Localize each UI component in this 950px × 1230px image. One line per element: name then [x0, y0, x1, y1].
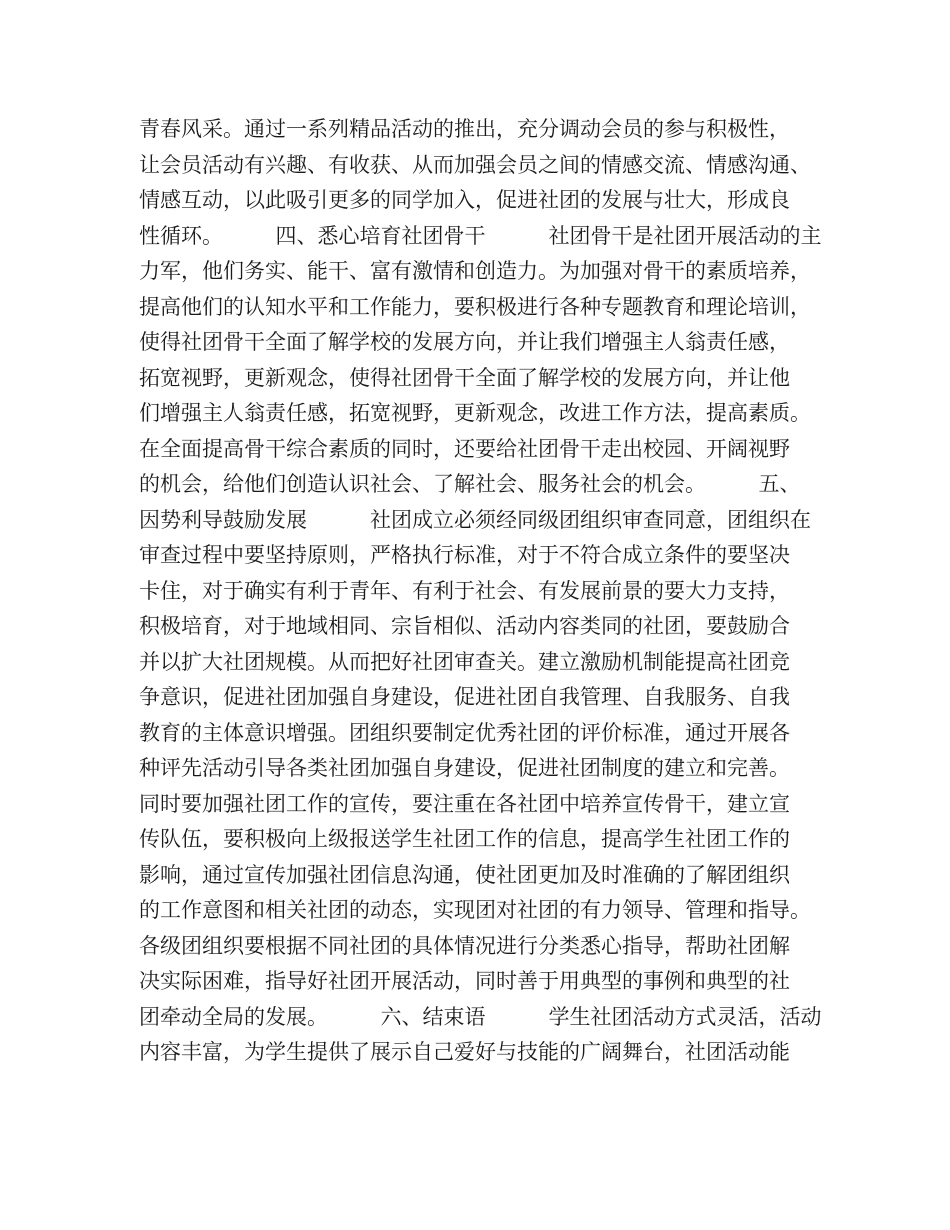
text-line: 同时要加强社团工作的宣传，要注重在各社团中培养宣传骨干，建立宣 [139, 791, 790, 816]
text-line: 的机会，给他们创造认识社会、了解社会、服务社会的机会。 五、 [139, 472, 801, 496]
text-line: 因势利导鼓励发展 社团成立必须经同级团组织审查同意，团组织在 [139, 507, 811, 532]
text-line: 积极培育，对于地域相同、宗旨相似、活动内容类同的社团，要鼓励合 [139, 614, 790, 638]
text-line: 在全面提高骨干综合素质的同时，还要给社团骨干走出校园、开阔视野 [139, 436, 790, 461]
text-line: 影响，通过宣传加强社团信息沟通，使社团更加及时准确的了解团组织 [139, 862, 790, 887]
text-line: 的工作意图和相关社团的动态，实现团对社团的有力领导、管理和指导。 [139, 898, 811, 922]
text-line: 各级团组织要根据不同社团的具体情况进行分类悉心指导，帮助社团解 [139, 933, 790, 958]
text-line: 拓宽视野，更新观念，使得社团骨干全面了解学校的发展方向，并让他 [139, 365, 790, 390]
text-line: 让会员活动有兴趣、有收获、从而加强会员之间的情感交流、情感沟通、 [139, 152, 811, 177]
text-line: 青春风采。通过一系列精品活动的推出，充分调动会员的参与积极性， [139, 117, 790, 141]
text-line: 使得社团骨干全面了解学校的发展方向，并让我们增强主人翁责任感， [139, 330, 790, 354]
text-line: 们增强主人翁责任感，拓宽视野，更新观念，改进工作方法，提高素质。 [139, 401, 811, 425]
text-line: 卡住，对于确实有利于青年、有利于社会、有发展前景的要大力支持， [139, 578, 790, 603]
text-line: 传队伍，要积极向上级报送学生社团工作的信息，提高学生社团工作的 [139, 827, 790, 851]
body-text [139, 112, 839, 1071]
text-line: 力军，他们务实、能干、富有激情和创造力。为加强对骨干的素质培养， [139, 259, 811, 283]
text-line: 团牵动全局的发展。 六、结束语 学生社团活动方式灵活，活动 [139, 1004, 822, 1029]
text-line: 争意识，促进社团加强自身建设，促进社团自我管理、自我服务、自我 [139, 685, 790, 709]
text-line: 内容丰富，为学生提供了展示自己爱好与技能的广阔舞台，社团活动能 [139, 1040, 790, 1064]
text-line: 教育的主体意识增强。团组织要制定优秀社团的评价标准，通过开展各 [139, 720, 790, 745]
text-line: 性循环。 四、悉心培育社团骨干 社团骨干是社团开展活动的主 [139, 223, 822, 248]
text-line: 决实际困难，指导好社团开展活动，同时善于用典型的事例和典型的社 [139, 969, 790, 993]
text-line: 审查过程中要坚持原则，严格执行标准，对于不符合成立条件的要坚决 [139, 543, 790, 567]
text-line: 提高他们的认知水平和工作能力，要积极进行各种专题教育和理论培训， [139, 294, 811, 319]
text-line: 种评先活动引导各类社团加强自身建设，促进社团制度的建立和完善。 [139, 756, 790, 780]
text-line: 并以扩大社团规模。从而把好社团审查关。建立激励机制能提高社团竞 [139, 649, 790, 674]
text-line: 情感互动，以此吸引更多的同学加入，促进社团的发展与壮大，形成良 [139, 188, 790, 212]
